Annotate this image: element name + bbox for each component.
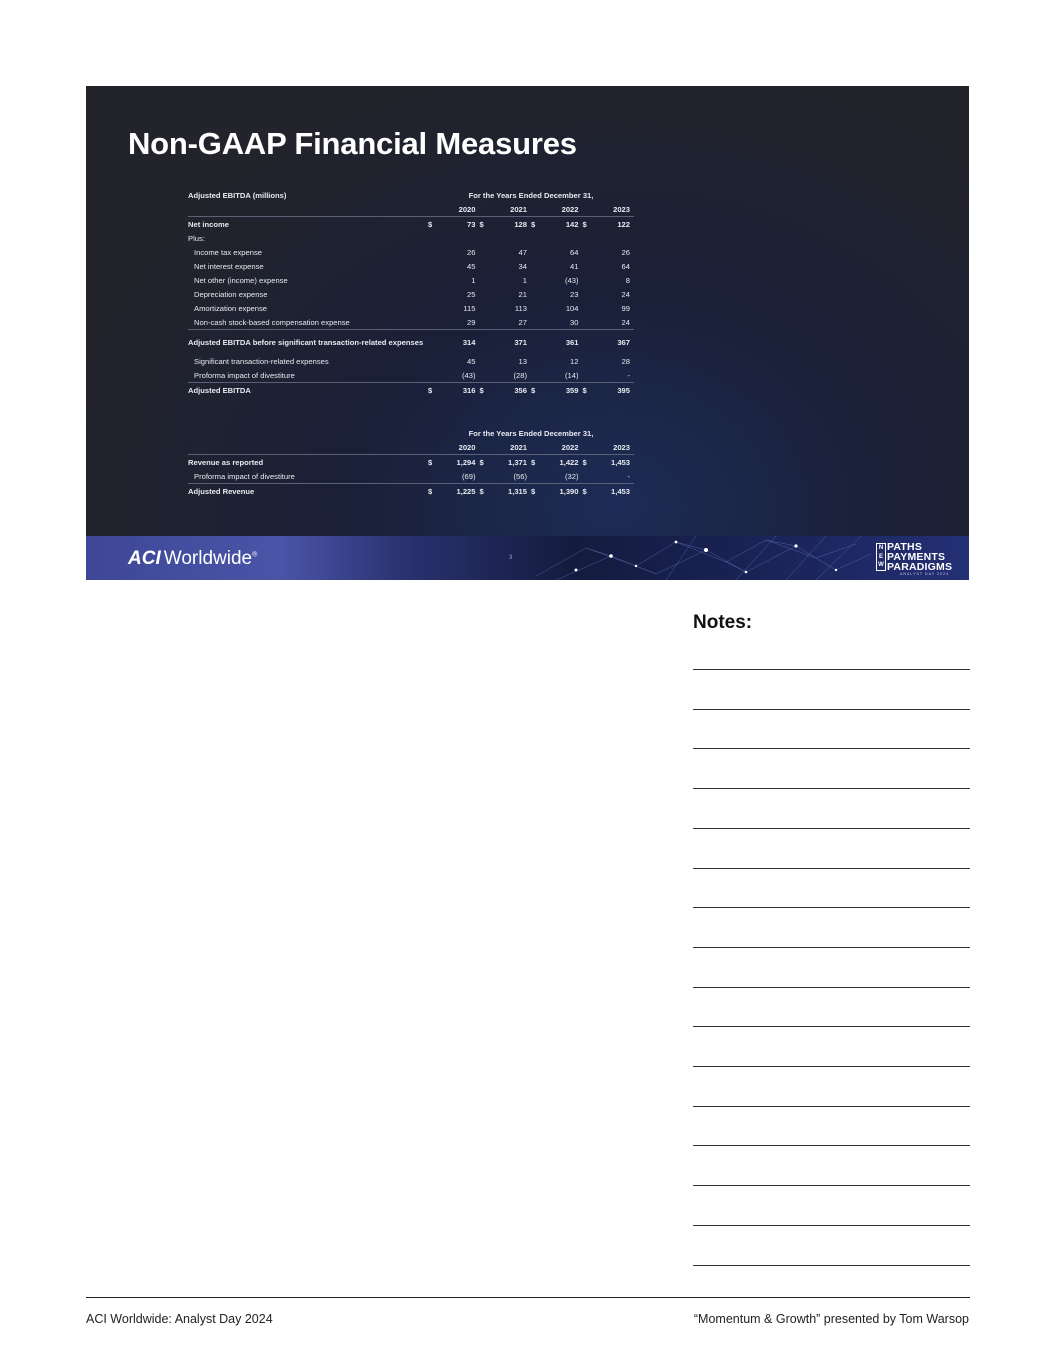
row-value: 24 bbox=[621, 289, 630, 299]
table-row bbox=[188, 354, 634, 368]
row-value: 25 bbox=[467, 289, 476, 299]
row-value: 26 bbox=[467, 247, 476, 257]
row-currency bbox=[480, 368, 506, 383]
brand-subtitle: ANALYST DAY 2024 bbox=[900, 572, 950, 576]
row-currency bbox=[583, 259, 609, 273]
row-value: 64 bbox=[621, 261, 630, 271]
row-label: Proforma impact of divestiture bbox=[188, 469, 428, 484]
table-year-header: 2021 bbox=[505, 202, 531, 217]
note-line[interactable] bbox=[693, 1265, 970, 1266]
note-line[interactable] bbox=[693, 669, 970, 670]
table-period-header: For the Years Ended December 31, bbox=[468, 190, 594, 200]
row-value: 361 bbox=[565, 337, 579, 347]
new-paths-brand-logo bbox=[876, 541, 962, 577]
note-line[interactable] bbox=[693, 868, 970, 869]
row-currency bbox=[583, 273, 609, 287]
table-row bbox=[188, 469, 634, 484]
note-line[interactable] bbox=[693, 987, 970, 988]
table-row bbox=[188, 368, 634, 383]
row-currency bbox=[480, 287, 506, 301]
table-years-row bbox=[188, 202, 634, 217]
row-currency bbox=[428, 354, 454, 368]
row-value: 13 bbox=[518, 356, 527, 366]
row-value: 34 bbox=[518, 261, 527, 271]
row-currency bbox=[480, 245, 506, 259]
table-year-header: 2023 bbox=[608, 440, 634, 455]
note-line[interactable] bbox=[693, 1145, 970, 1146]
logo-registered-mark: ® bbox=[252, 551, 258, 559]
row-value: 1 bbox=[471, 275, 476, 285]
row-currency bbox=[583, 245, 609, 259]
table-row bbox=[188, 484, 634, 499]
table-row bbox=[188, 315, 634, 330]
row-value: 395 bbox=[617, 385, 630, 395]
note-line[interactable] bbox=[693, 709, 970, 710]
table-blank-cell bbox=[428, 202, 454, 217]
aci-worldwide-logo bbox=[128, 548, 257, 570]
table-label-header bbox=[188, 426, 428, 440]
row-value: 1,422 bbox=[559, 457, 579, 467]
row-value: 316 bbox=[462, 385, 476, 395]
note-line[interactable] bbox=[693, 907, 970, 908]
note-line[interactable] bbox=[693, 1066, 970, 1067]
row-currency bbox=[480, 469, 506, 484]
row-currency bbox=[428, 330, 454, 355]
row-value: 45 bbox=[467, 356, 476, 366]
row-value: 41 bbox=[570, 261, 579, 271]
brand-line-3: PARADIGMS bbox=[887, 561, 953, 573]
adjusted-revenue-table bbox=[188, 426, 634, 498]
row-currency: $ bbox=[428, 219, 433, 229]
page-footer-right: “Momentum & Growth” presented by Tom Warsop bbox=[693, 1312, 969, 1326]
row-value: - bbox=[608, 368, 634, 383]
table-blank-cell bbox=[480, 202, 506, 217]
brand-vertical-letter: W bbox=[878, 562, 884, 568]
row-value: 26 bbox=[621, 247, 630, 257]
logo-bold-text: ACI bbox=[128, 548, 161, 569]
row-currency bbox=[531, 245, 557, 259]
row-value: 113 bbox=[514, 303, 527, 313]
row-label: Net interest expense bbox=[194, 261, 264, 271]
row-currency: $ bbox=[531, 457, 536, 467]
note-line[interactable] bbox=[693, 1225, 970, 1226]
row-value bbox=[505, 231, 531, 245]
row-value bbox=[608, 231, 634, 245]
slide-page-number: 3 bbox=[509, 555, 513, 561]
row-currency bbox=[428, 287, 454, 301]
table-row bbox=[188, 383, 634, 398]
row-value: 1,294 bbox=[456, 457, 476, 467]
table-year-header: 2020 bbox=[454, 202, 480, 217]
row-value: 1,225 bbox=[456, 486, 476, 496]
table-blank-cell bbox=[531, 202, 557, 217]
row-label: Non-cash stock-based compensation expense bbox=[188, 315, 428, 330]
row-currency bbox=[583, 368, 609, 383]
row-label: Depreciation expense bbox=[194, 289, 268, 299]
row-currency bbox=[583, 469, 609, 484]
row-label: Net other (income) expense bbox=[194, 275, 288, 285]
row-value: 1,390 bbox=[559, 486, 579, 496]
row-currency bbox=[531, 368, 557, 383]
page-footer-left: ACI Worldwide: Analyst Day 2024 bbox=[86, 1312, 273, 1326]
row-currency: $ bbox=[582, 219, 587, 229]
row-value: 314 bbox=[462, 337, 476, 347]
table-label-header: Adjusted EBITDA (millions) bbox=[188, 190, 287, 200]
note-line[interactable] bbox=[693, 1185, 970, 1186]
table-year-header: 2022 bbox=[557, 440, 583, 455]
table-blank-cell bbox=[531, 440, 557, 455]
row-currency bbox=[531, 469, 557, 484]
row-value bbox=[454, 231, 480, 245]
table-years-row bbox=[188, 440, 634, 455]
row-currency bbox=[428, 245, 454, 259]
row-value: (28) bbox=[505, 368, 531, 383]
row-value: 356 bbox=[514, 385, 527, 395]
table-row bbox=[188, 287, 634, 301]
row-currency bbox=[583, 330, 609, 355]
brand-line-1: PATHS bbox=[887, 541, 923, 553]
note-line[interactable] bbox=[693, 1106, 970, 1107]
row-currency bbox=[531, 330, 557, 355]
row-value: (56) bbox=[505, 469, 531, 484]
table-blank-cell bbox=[188, 440, 428, 455]
table-row bbox=[188, 301, 634, 315]
row-currency bbox=[480, 315, 506, 330]
table-period-header-row bbox=[188, 188, 634, 202]
table-row bbox=[188, 273, 634, 287]
row-currency: $ bbox=[428, 486, 433, 496]
row-currency: $ bbox=[479, 457, 484, 467]
slide-footer-bar bbox=[86, 536, 969, 580]
table-year-header: 2023 bbox=[608, 202, 634, 217]
notes-title: Notes: bbox=[693, 612, 753, 633]
brand-vertical-text bbox=[876, 543, 886, 571]
row-value: 64 bbox=[570, 247, 579, 257]
row-currency bbox=[480, 330, 506, 355]
row-label: Adjusted Revenue bbox=[188, 486, 255, 496]
row-currency: $ bbox=[582, 457, 587, 467]
network-graphic-icon bbox=[516, 536, 876, 580]
brand-vertical-letter: N bbox=[878, 545, 884, 551]
row-value: (69) bbox=[454, 469, 480, 484]
row-value: (43) bbox=[454, 368, 480, 383]
row-label: Adjusted EBITDA before significant transaction-related expenses bbox=[188, 337, 424, 347]
row-value: 1,315 bbox=[507, 486, 527, 496]
table-blank-cell bbox=[583, 440, 609, 455]
row-currency bbox=[428, 368, 454, 383]
row-label: Adjusted EBITDA bbox=[188, 385, 251, 395]
slide-thumbnail bbox=[86, 86, 969, 580]
adjusted-ebitda-table bbox=[188, 188, 634, 397]
row-currency bbox=[480, 273, 506, 287]
table-blank-cell bbox=[583, 202, 609, 217]
slide-title: Non-GAAP Financial Measures bbox=[128, 126, 577, 161]
row-currency bbox=[428, 259, 454, 273]
row-value: 1,453 bbox=[610, 486, 630, 496]
row-currency: $ bbox=[531, 219, 536, 229]
row-label: Net income bbox=[188, 219, 229, 229]
table-blank-cell bbox=[428, 440, 454, 455]
row-value: (14) bbox=[557, 368, 583, 383]
row-value: 128 bbox=[514, 219, 527, 229]
row-currency bbox=[428, 469, 454, 484]
table-period-header: For the Years Ended December 31, bbox=[468, 428, 594, 438]
row-label: Amortization expense bbox=[194, 303, 268, 313]
table-row bbox=[188, 217, 634, 232]
row-currency: $ bbox=[479, 219, 484, 229]
row-currency bbox=[480, 259, 506, 273]
table-row bbox=[188, 259, 634, 273]
row-currency: $ bbox=[531, 385, 536, 395]
row-value: 27 bbox=[505, 315, 531, 330]
note-line[interactable] bbox=[693, 828, 970, 829]
row-value: 359 bbox=[565, 385, 579, 395]
row-label: Revenue as reported bbox=[188, 457, 264, 467]
row-value: 73 bbox=[467, 219, 476, 229]
table-year-header: 2021 bbox=[505, 440, 531, 455]
row-value: 12 bbox=[570, 356, 579, 366]
row-currency: $ bbox=[531, 486, 536, 496]
row-value: 47 bbox=[518, 247, 527, 257]
table-row bbox=[188, 245, 634, 259]
row-currency bbox=[531, 273, 557, 287]
row-value: (43) bbox=[564, 275, 579, 285]
row-value: 99 bbox=[621, 303, 630, 313]
row-label: Income tax expense bbox=[194, 247, 262, 257]
row-currency bbox=[531, 259, 557, 273]
page-footer-rule bbox=[86, 1297, 970, 1298]
row-value: (32) bbox=[557, 469, 583, 484]
row-currency bbox=[583, 315, 609, 330]
table-row bbox=[188, 330, 634, 355]
row-value: 122 bbox=[617, 219, 630, 229]
row-currency: $ bbox=[428, 385, 433, 395]
row-currency bbox=[531, 315, 557, 330]
table-year-header: 2022 bbox=[557, 202, 583, 217]
row-currency bbox=[428, 315, 454, 330]
row-currency bbox=[583, 301, 609, 315]
row-currency bbox=[531, 287, 557, 301]
row-value: 29 bbox=[454, 315, 480, 330]
row-value: 21 bbox=[518, 289, 527, 299]
note-line[interactable] bbox=[693, 1026, 970, 1027]
row-currency: $ bbox=[582, 486, 587, 496]
brand-line-2: PAYMENTS bbox=[887, 551, 946, 563]
row-currency bbox=[480, 301, 506, 315]
row-label: Proforma impact of divestiture bbox=[188, 368, 428, 383]
row-currency: $ bbox=[479, 385, 484, 395]
note-line[interactable] bbox=[693, 947, 970, 948]
logo-text: Worldwide bbox=[163, 548, 253, 569]
row-currency bbox=[480, 354, 506, 368]
row-value: 1,453 bbox=[610, 457, 630, 467]
row-value bbox=[557, 231, 583, 245]
row-currency bbox=[583, 287, 609, 301]
row-currency bbox=[531, 354, 557, 368]
note-line[interactable] bbox=[693, 748, 970, 749]
table-row bbox=[188, 231, 634, 245]
row-value: 23 bbox=[570, 289, 579, 299]
row-currency bbox=[583, 354, 609, 368]
row-currency bbox=[583, 231, 609, 245]
row-value: 30 bbox=[557, 315, 583, 330]
row-value: 8 bbox=[625, 275, 630, 285]
brand-words bbox=[887, 542, 952, 572]
row-value: 142 bbox=[565, 219, 579, 229]
table-blank-cell bbox=[188, 202, 428, 217]
row-value: 1 bbox=[522, 275, 527, 285]
table-row bbox=[188, 455, 634, 470]
row-value: 367 bbox=[617, 337, 630, 347]
row-value: 115 bbox=[463, 303, 476, 313]
row-value: 45 bbox=[467, 261, 476, 271]
row-value: - bbox=[608, 469, 634, 484]
row-currency: $ bbox=[479, 486, 484, 496]
row-currency bbox=[531, 301, 557, 315]
row-label: Significant transaction-related expenses bbox=[194, 356, 329, 366]
row-currency bbox=[531, 231, 557, 245]
row-currency bbox=[428, 231, 454, 245]
row-label: Plus: bbox=[188, 233, 205, 243]
row-currency bbox=[428, 301, 454, 315]
row-value: 1,371 bbox=[507, 457, 527, 467]
row-value: 28 bbox=[621, 356, 630, 366]
row-value: 371 bbox=[514, 337, 527, 347]
row-value: 24 bbox=[608, 315, 634, 330]
table-year-header: 2020 bbox=[454, 440, 480, 455]
note-line[interactable] bbox=[693, 788, 970, 789]
row-currency: $ bbox=[582, 385, 587, 395]
brand-vertical-letter: E bbox=[878, 553, 883, 560]
row-currency bbox=[480, 231, 506, 245]
table-blank-cell bbox=[480, 440, 506, 455]
table-period-header-row bbox=[188, 426, 634, 440]
row-currency: $ bbox=[428, 457, 433, 467]
row-currency bbox=[428, 273, 454, 287]
row-value: 104 bbox=[565, 303, 579, 313]
